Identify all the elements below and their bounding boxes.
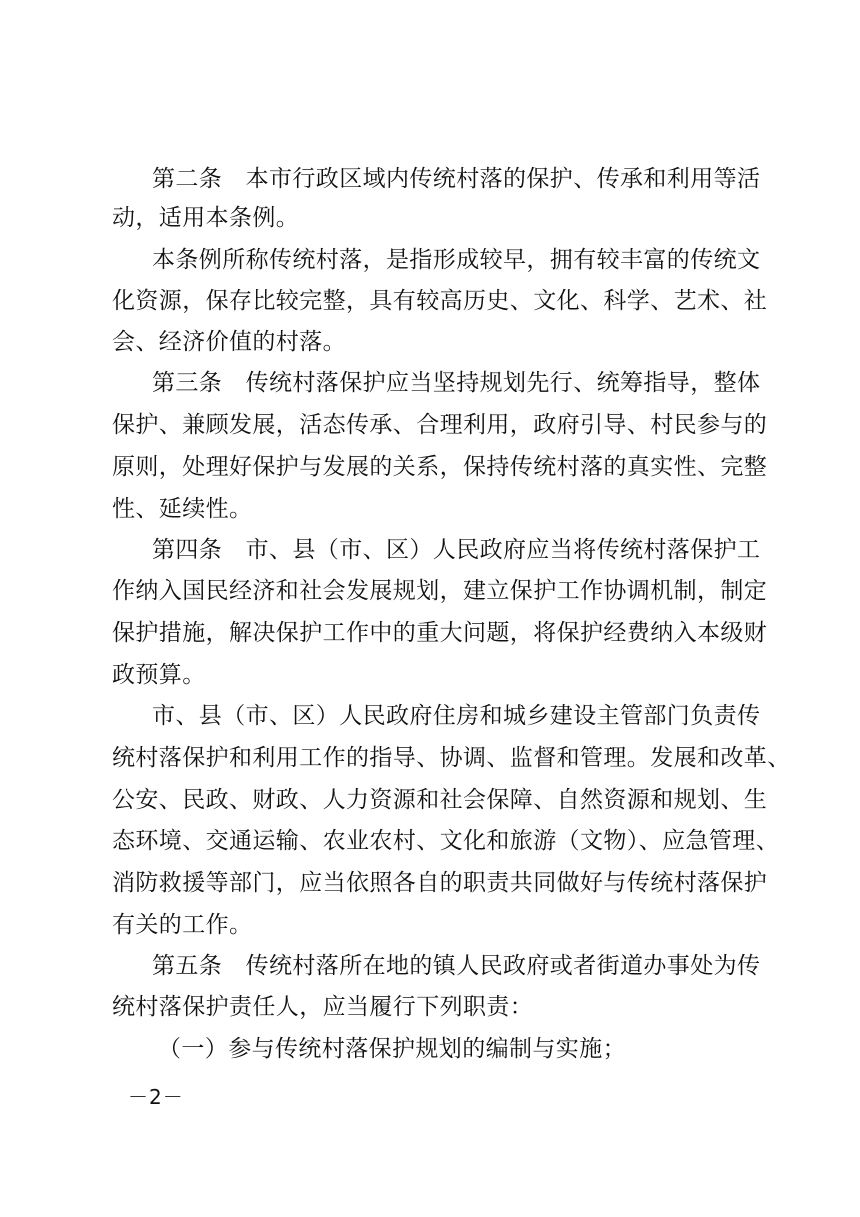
- article-4-line-2: 作纳入国民经济和社会发展规划，建立保护工作协调机制，制定: [112, 578, 768, 604]
- article-3-line-3: 原则，处理好保护与发展的关系，保持传统村落的真实性、完整: [112, 454, 768, 480]
- article-4-para-2-line-1: 市、县（市、区）人民政府住房和城乡建设主管部门负责传: [152, 703, 761, 729]
- article-3-line-1: 第三条 传统村落保护应当坚持规划先行、统筹指导，整体: [152, 370, 761, 396]
- article-5-line-1: 第五条 传统村落所在地的镇人民政府或者街道办事处为传: [152, 953, 761, 979]
- article-2-line-2: 动，适用本条例。: [112, 205, 300, 231]
- article-5-line-2: 统村落保护责任人，应当履行下列职责：: [112, 994, 534, 1020]
- article-4-line-1: 第四条 市、县（市、区）人民政府应当将传统村落保护工: [152, 537, 761, 563]
- article-4-line-3: 保护措施，解决保护工作中的重大问题，将保护经费纳入本级财: [112, 620, 768, 646]
- article-2-para-2-line-3: 会、经济价值的村落。: [112, 329, 346, 355]
- article-4-para-2-line-5: 消防救援等部门，应当依照各自的职责共同做好与传统村落保护: [112, 870, 768, 896]
- article-2-line-1: 第二条 本市行政区域内传统村落的保护、传承和利用等活: [152, 166, 761, 192]
- article-3-line-2: 保护、兼顾发展，活态传承、合理利用，政府引导、村民参与的: [112, 412, 768, 438]
- article-2-para-2-line-1: 本条例所称传统村落，是指形成较早，拥有较丰富的传统文: [152, 247, 761, 273]
- article-5-item-1: （一）参与传统村落保护规划的编制与实施；: [158, 1036, 626, 1062]
- article-4-line-4: 政预算。: [112, 662, 206, 688]
- article-4-para-2-line-3: 公安、民政、财政、人力资源和社会保障、自然资源和规划、生: [112, 787, 768, 813]
- article-4-para-2-line-6: 有关的工作。: [112, 912, 253, 938]
- article-3-line-4: 性、延续性。: [112, 496, 253, 522]
- article-4-para-2-line-2: 统村落保护和利用工作的指导、协调、监督和管理。发展和改革、: [112, 745, 791, 771]
- article-4-para-2-line-4: 态环境、交通运输、农业农村、文化和旅游（文物）、应急管理、: [112, 828, 780, 854]
- article-2-para-2-line-2: 化资源，保存比较完整，具有较高历史、文化、科学、艺术、社: [112, 288, 768, 314]
- page-number: －2－: [128, 1085, 184, 1109]
